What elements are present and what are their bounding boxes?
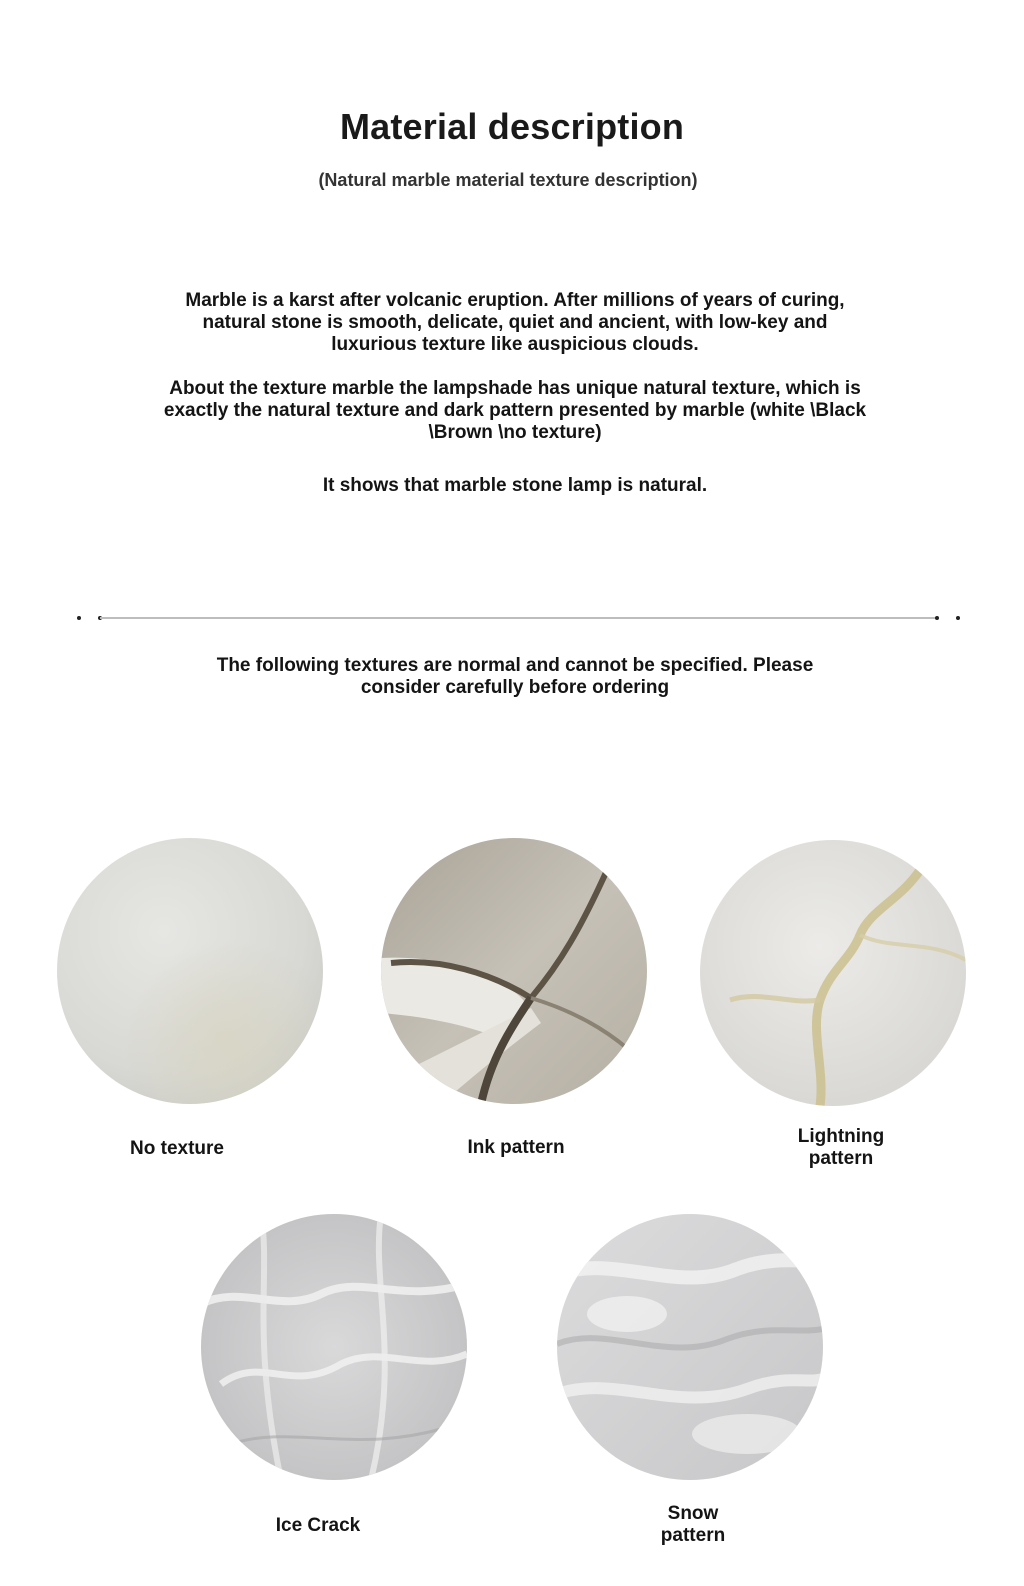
ink-pattern-swatch: [381, 838, 647, 1104]
texture-label-ink-pattern: Ink pattern: [467, 1137, 565, 1158]
divider-dot-left-outer: [77, 616, 81, 620]
texture-label-no-texture: No texture: [130, 1138, 224, 1159]
section-divider: [100, 617, 936, 619]
no-texture-swatch: [57, 838, 323, 1104]
divider-dot-right-outer: [956, 616, 960, 620]
snow-pattern-swatch: [557, 1214, 823, 1480]
texture-notice: The following textures are normal and cannot be specified. Please consider carefully before ordering: [216, 655, 814, 698]
page-title: Material description: [339, 106, 685, 147]
description-paragraph-1: Marble is a karst after volcanic eruption. After millions of years of curing, natural stone is smooth, delicate, quiet and ancient, with low-key and luxurious texture like auspicious clouds.: [185, 290, 845, 355]
texture-label-snow-pattern: Snow pattern: [660, 1503, 726, 1546]
ice-crack-swatch: [201, 1214, 467, 1480]
lightning-pattern-swatch: [700, 840, 966, 1106]
description-paragraph-3: It shows that marble stone lamp is natural.: [322, 475, 708, 496]
texture-label-lightning-pattern: Lightning pattern: [797, 1126, 885, 1169]
divider-dot-right-inner: [935, 616, 939, 620]
texture-label-ice-crack: Ice Crack: [275, 1515, 361, 1536]
description-paragraph-2: About the texture marble the lampshade has unique natural texture, which is exactly the natural texture and dark pattern presented by marble (white \Black \Brown \no texture): [163, 378, 867, 443]
page-subtitle: (Natural marble material texture description): [318, 170, 698, 190]
